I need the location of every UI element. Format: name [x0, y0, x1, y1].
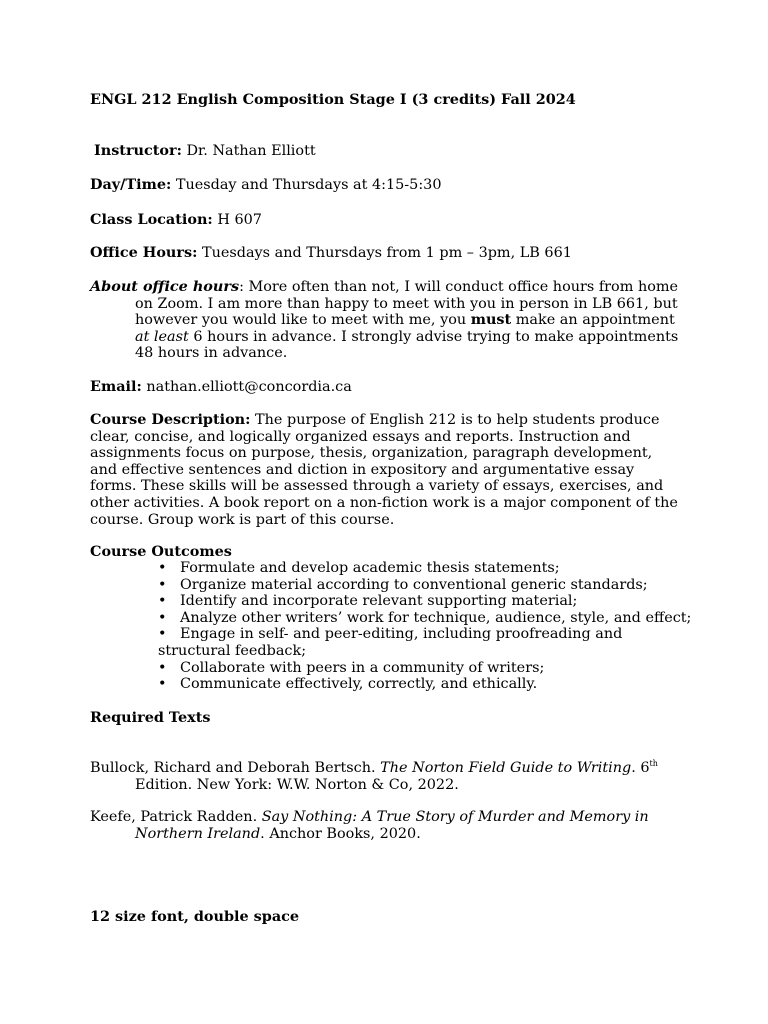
format-note: 12 size font, double space [90, 908, 300, 925]
bullet-icon: • [158, 676, 167, 693]
bullet-icon: • [158, 626, 167, 643]
list-item: • Organize material according to conventional generic standards; [158, 576, 648, 593]
book-2-title: Say Nothing: A True Story of Murder and Memory in Northern Ireland [135, 809, 649, 842]
citation-book-1: Bullock, Richard and Deborah Bertsch. The Norton Field Guide to Writing. 6th Edition. New York: W.W. Norton & Co, 2022. [90, 759, 658, 793]
list-item: • Analyze other writers’ work for technique, audience, style, and effect; [158, 609, 692, 626]
office-hours-label: Office Hours: [90, 244, 198, 261]
description-label: Course Description: [90, 411, 251, 428]
course-description-paragraph [90, 412, 680, 528]
instructor-line [94, 143, 684, 160]
bullet-icon: • [158, 609, 167, 626]
list-item: • Communicate effectively, correctly, and ethically. [158, 676, 538, 693]
book-1-title: The Norton Field Guide to Writing [380, 760, 632, 776]
list-item: • Identify and incorporate relevant supporting material; [158, 593, 578, 610]
list-item: • Formulate and develop academic thesis statements; [158, 560, 560, 576]
list-item: • Collaborate with peers in a community of writers; [158, 659, 545, 676]
must-emphasis: must [470, 311, 512, 329]
location-label: Class Location: [90, 211, 213, 228]
instructor-label: Instructor: [94, 142, 182, 159]
outcomes-heading: Course Outcomes [90, 543, 232, 560]
citation-book-2: Keefe, Patrick Radden. Say Nothing: A True Story of Murder and Memory in Northern Ireland. Anchor Books, 2020. [90, 809, 649, 842]
email-line [90, 379, 680, 396]
description-text: The purpose of English 212 is to help students produce clear, concise, and logically organized essays and reports. Instruction and assignments focus on purpose, thesis, organization, paragraph development, and effective sentences and diction in expository and argumentative essay forms. These skills will be assessed through a variety of essays, exercises, and other activities. A book report on a non-fiction work is a major component of the course. Group work is part of this course. [90, 412, 678, 528]
instructor-value: Dr. Nathan Elliott [181, 143, 316, 159]
at-least-emphasis: at least [135, 328, 189, 345]
email-value: nathan.elliott@concordia.ca [141, 379, 352, 395]
daytime-line [90, 177, 680, 194]
about-label: About office hours [90, 278, 240, 295]
bullet-icon: • [158, 593, 167, 610]
daytime-value: Tuesday and Thursdays at 4:15-5:30 [171, 177, 442, 193]
about-office-hours-paragraph: About office hours: More often than not, I will conduct office hours from home on Zoom. I am more than happy to meet with you in person in LB 661, but however you would like to meet with me, you must make an appointment at least 6 hours in advance. I strongly advise trying to make appointments 48 hours in advance. [90, 278, 679, 362]
email-label: Email: [90, 378, 142, 395]
location-line [90, 212, 680, 229]
required-texts-heading: Required Texts [90, 709, 211, 726]
bullet-icon: • [158, 560, 167, 576]
office-hours-value: Tuesdays and Thursdays from 1 pm – 3pm, LB 661 [197, 245, 572, 261]
outcomes-list [90, 560, 692, 693]
location-value: H 607 [212, 212, 262, 228]
bullet-icon: • [158, 576, 167, 593]
course-title: ENGL 212 English Composition Stage I (3 credits) Fall 2024 [90, 91, 576, 108]
bullet-icon: • [158, 659, 167, 676]
daytime-label: Day/Time: [90, 176, 172, 193]
list-item: • Engage in self- and peer-editing, including proofreading and structural feedback; [158, 626, 623, 659]
office-hours-line [90, 245, 680, 262]
